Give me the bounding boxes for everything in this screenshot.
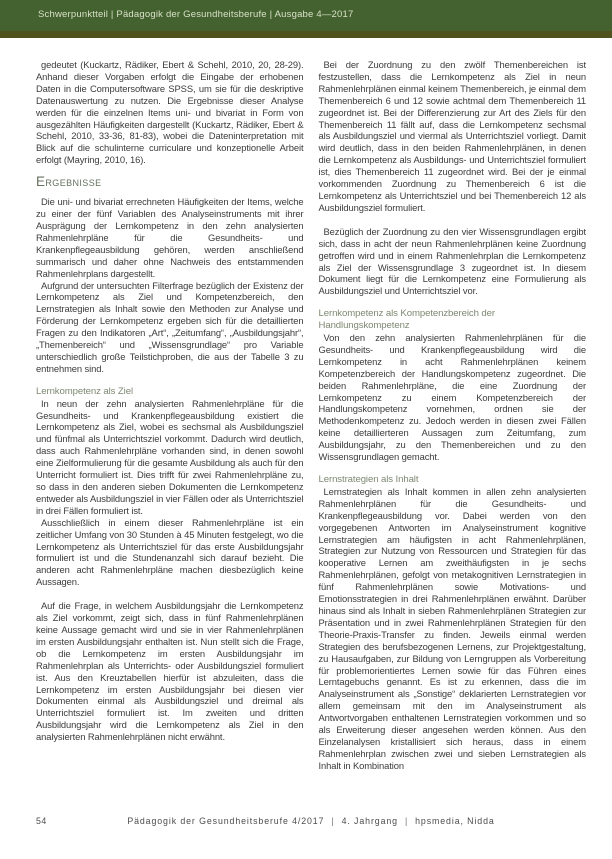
paragraph: Ausschließlich in einem dieser Rahmenlehrpläne ist ein zeitlicher Umfang von 30 Stunden à 45 Minuten festgelegt, wo die Lernkompetenz als Unterrichtsziel für das erste Ausbildungsjahr formuliert ist und die Stundenanzahl sich darauf bezieht. Die anderen acht Rahmenlehrpläne machen diesbezüglich keine Aussagen.	[36, 516, 304, 588]
paragraph: Lernstrategien als Inhalt kommen in allen zehn analysierten Rahmenlehrplänen für die Gesundheits- und Krankenpflegeausbildung vor. Dabei werden von den vorgegebenen Antworten im Analyseinstrument kognitive Lernstrategien am häufigsten in acht Rahmenlehrplänen, Strategien zur Nutzung von Ressourcen und Strategien für das kooperative Lernen am zweithäufigsten in je sechs Rahmenlehrplänen, gefolgt von metakognitiven Lernstrategien in fünf Rahmenlehrplänen sowie Motivations- und Emotionsstrategien in drei Rahmenlehrplänen erwähnt. Darüber hinaus sind als Inhalt in sieben Rahmenlehrplänen Strategien zur Präsentation und in zwei Rahmenlehrplänen Strategien für den Theorie-Praxis-Transfer zu finden. Jeweils einmal werden Strategien des berufsbezogenen Lernens, zur Projektgestaltung, zu Hausaufgaben, zur Bildung von Lerngruppen als Vorbereitung für problemorientiertes Lernen sowie für das Führen eines Lerntagebuchs genannt. Es ist zu erkennen, dass die im Analyseinstrument als „Sonstige“ deklarierten Lernstrategien vor allem gemeinsam mit den im Analyseinstrument als Antwortvorgaben enthaltenen Lernstrategien vorkommen und so als Erweiterung dieser angesehen werden können. Aus den Einzelanalysen kristallisiert sich heraus, dass in einem Rahmenlehrplan zwischen zwei und sieben Lernstrategien als Inhalt in Kombination	[318, 485, 586, 771]
page-footer	[36, 816, 586, 826]
paragraph: Aufgrund der untersuchten Filterfrage bezüglich der Existenz der Lernkompetenz als Ziel und Kompetenzbereich, den Lernstrategien als Inhalt sowie den Methoden zur Analyse und Förderung der Lernkompetenz ergeben sich für die detaillierten Fragen zu den Indikatoren „Art“, „Zeitumfang“, „Ausbildungsjahr“, „Themenbereich“ und „Wissensgrundlage“ pro Variable unterschiedlich große Teilstichproben, die aus der Tabelle 3 zu entnehmen sind.	[36, 279, 304, 374]
subheading-kompetenzbereich: Lernkompetenz als Kompetenzbereich der Handlungskompetenz	[318, 308, 495, 332]
footer-publisher: hpsmedia, Nidda	[415, 816, 495, 826]
article-body	[36, 59, 586, 772]
footer-volume: 4. Jahrgang	[341, 816, 398, 826]
left-column	[36, 59, 304, 772]
paragraph: Bezüglich der Zuordnung zu den vier Wissensgrundlagen ergibt sich, dass in acht der neun Rahmenlehrplänen keine Zuordnung getroffen wird und in einem Rahmenlehrplan die Lernkompetenz als Ziel der Wissensgrundlage 3 zugeordnet ist. In diesem Dokument liegt für die Lernkompetenz eine Formulierung als Ausbildungsziel und Unterrichtsziel vor.	[318, 225, 586, 297]
paragraph: Auf die Frage, in welchem Ausbildungsjahr die Lernkompetenz als Ziel vorkommt, zeigt sich, dass in fünf Rahmenlehrplänen keine Aussage gemacht wird und sie in vier Rahmenlehrplänen im ersten Ausbildungsjahr enthalten ist. Nun stellt sich die Frage, ob die Lernkompetenz im ersten Ausbildungsjahr im Rahmenlehrplan als Unterrichts- oder Ausbildungsziel formuliert ist. Aus den Kreuztabellen hierfür ist abzuleiten, dass die Lernkompetenz im ersten Ausbildungsjahr bei diesen vier Dokumenten einmal als Ausbildungsziel und dreimal als Unterrichtsziel formuliert ist. Im zweiten und dritten Ausbildungsjahr wird die Lernkompetenz als Ziel in den analysierten Rahmenlehrplänen nicht erwähnt.	[36, 600, 304, 743]
paragraph: Bei der Zuordnung zu den zwölf Themenbereichen ist festzustellen, dass die Lernkompetenz als Ziel in neun Rahmenlehrplänen einmal keinem Themenbereich, je einmal dem Themenbereich 6 und 12 sowie achtmal dem Themenbereich 11 zugeordnet ist. Bei der Differenzierung zur Art des Ziels für den Themenbereich 11 fällt auf, dass die Lernkompetenz sechsmal als Ausbildungsziel und viermal als Unterrichtsziel vorliegt. Damit wird deutlich, dass in den beiden Rahmenlehrplänen, in denen die Lernkompetenz als Ausbildungs- und Unterrichtsziel formuliert ist, dies Themenbereich 11 zugeordnet wird. Bei der je einmal vorkommenden Zuordnung zu Themenbereich 6 ist die Lernkompetenz als Unterrichtsziel und bei Themenbereich 12 als Ausbildungsziel formuliert.	[318, 59, 587, 213]
paragraph: Die uni- und bivariat errechneten Häufigkeiten der Items, welche zu einer der fünf Variablen des Analyseinstruments mit ihrer Ausprägung der Lernkompetenz in den zehn analysierten Rahmenlehrpläne für die Gesundheits- und Krankenpflegeausbildung gehören, werden anschließend summarisch und daher ohne Nachweis des entstammenden Rahmenlehrplans dargestellt.	[36, 196, 304, 279]
page-header-band	[0, 0, 612, 31]
footer-separator: |	[404, 816, 409, 826]
page-number: 54	[36, 816, 47, 826]
subheading-lernkompetenz-als-ziel: Lernkompetenz als Ziel	[36, 385, 133, 397]
header-title: Schwerpunktteil | Pädagogik der Gesundheitsberufe | Ausgabe 4—2017	[38, 9, 354, 20]
paragraph: Von den zehn analysierten Rahmenlehrplänen für die Gesundheits- und Krankenpflegeausbildung wird die Lernkompetenz in acht Rahmenlehrplänen keinem Kompetenzbereich der Handlungskompetenz zugeordnet. Die beiden Rahmenlehrpläne, die eine Zuordnung der Lernkompetenz zu einem Kompetenzbereich der Handlungskompetenz vornehmen, ordnen sie der Methodenkompetenz zu. Jedoch werden in diesen zwei Fällen keine detaillierteren Aussagen zum Zeitumfang, zum Ausbildungsjahr, zu den Themenbereichen und zu den Wissensgrundlagen gemacht.	[318, 332, 586, 463]
footer-separator: |	[331, 816, 335, 826]
right-column	[319, 59, 587, 772]
paragraph: gedeutet (Kuckartz, Rädiker, Ebert & Schehl, 2010, 20, 28-29). Anhand dieser Vorgaben erfolgt die Eingabe der erhobenen Daten in die Computersoftware SPSS, um sie für die deskriptive Datenauswertung zu nutzen. Die Ergebnisse dieser Analyse werden für die einzelnen Items uni- und bivariat in Form von ausgezählten Häufigkeiten dargestellt (Kuckartz, Rädiker, Ebert & Schehl, 2010, 33-36, 81-83), wobei die Dateninterpretation mit Blick auf die schulinterne curriculare und konzeptionelle Arbeit erfolgt (Mayring, 2010, 16).	[36, 59, 304, 166]
section-heading-ergebnisse: Ergebnisse	[36, 174, 102, 190]
footer-journal: Pädagogik der Gesundheitsberufe 4/2017	[127, 816, 325, 826]
paragraph: In neun der zehn analysierten Rahmenlehrpläne für die Gesundheits- und Krankenpflegeausbildung existiert die Lernkompetenz als Ziel, wobei es sechsmal als Ausbildungsziel und fünfmal als Unterrichtsziel vorkommt. Dadurch wird deutlich, dass auch Rahmenlehrpläne vorhanden sind, in denen sowohl eine Zielformulierung für die gesamte Ausbildung als auch für den Unterricht formuliert ist. Dies trifft für zwei Rahmenlehrpläne zu, so dass in den anderen sieben Dokumenten die Lernkompetenz entweder als Ausbildungsziel in vier Fällen oder als Unterrichtsziel in drei Fällen formuliert ist.	[36, 397, 304, 516]
header-rule	[0, 31, 612, 38]
footer-journal-line	[36, 816, 586, 826]
subheading-lernstrategien-als-inhalt: Lernstrategien als Inhalt	[318, 474, 419, 485]
